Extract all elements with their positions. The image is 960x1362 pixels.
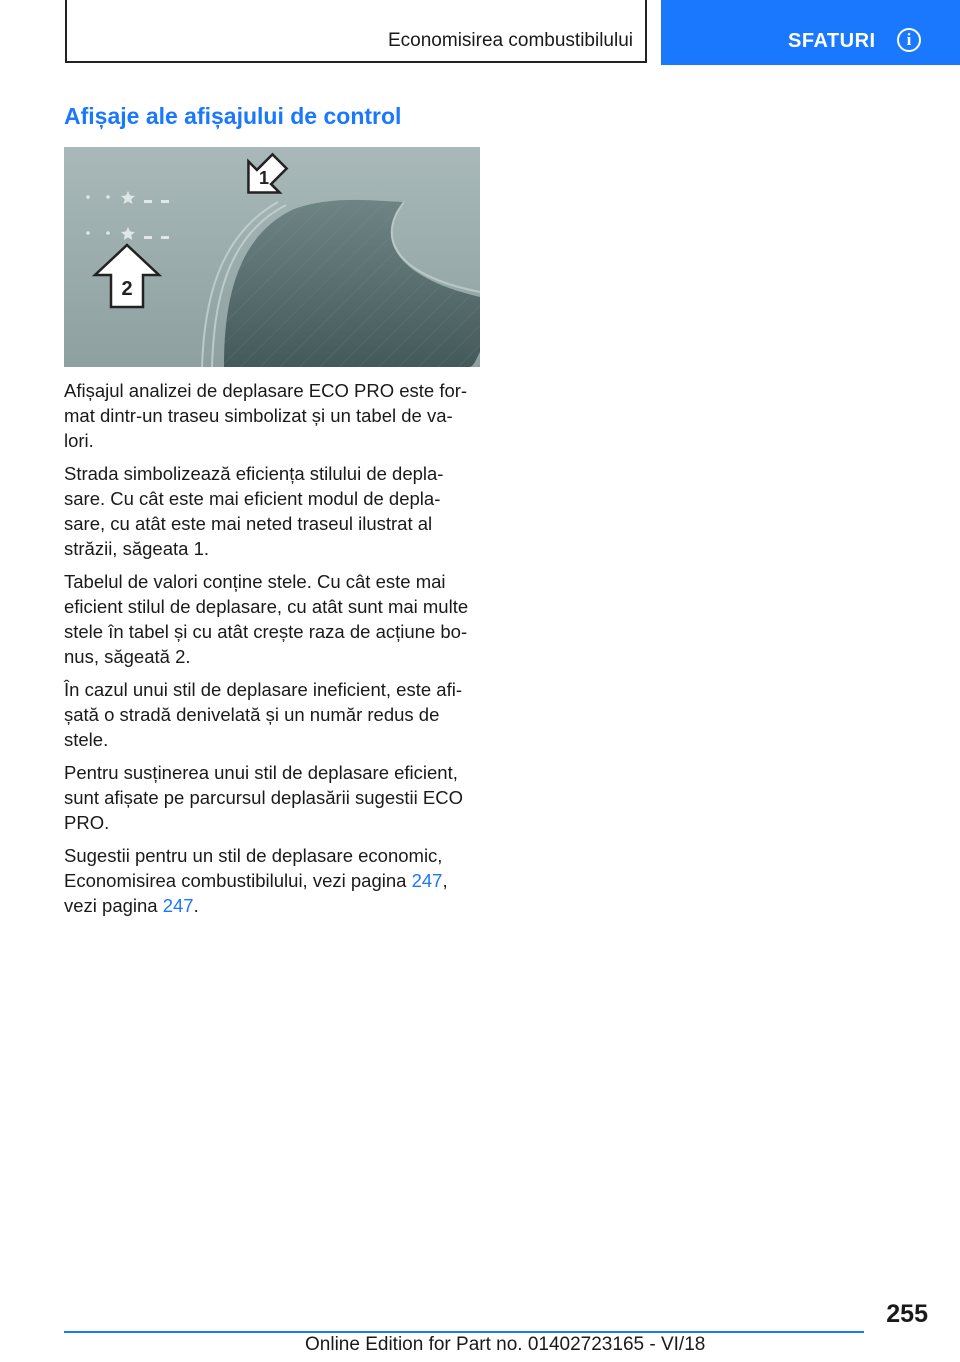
footer-rule	[64, 1331, 864, 1333]
paragraph: Tabelul de valori conține stele. Cu cât este mai eficient stilul de deplasare, cu atât sunt mai multe stele în tabel și cu atât crește raza de acțiune bo‐ nus, săgeată 2.	[64, 571, 469, 667]
body-text	[64, 378, 484, 926]
page-link-247[interactable]: 247	[162, 895, 194, 916]
header-tab-sfaturi[interactable]	[661, 0, 960, 65]
info-circle-icon[interactable]: i	[897, 28, 921, 52]
arrow-2-label: 2	[121, 278, 133, 300]
paragraph: Afișajul analizei de deplasare ECO PRO este for‐ mat dintr-un traseu simbolizat și un tabel de va‐ lori.	[64, 380, 468, 451]
paragraph: Strada simbolizează eficiența stilului de depla‐ sare. Cu cât este mai eficient modul de depla‐ sare, cu atât este mai neted traseul ilustrat al străzii, săgeata 1.	[64, 463, 444, 559]
paragraph-text: Sugestii pentru un stil de deplasare economic, Economisirea combustibilului, vezi pagina	[64, 845, 443, 891]
paragraph-with-links	[64, 843, 484, 918]
arrow-1-label: 1	[258, 168, 270, 188]
header-title: Economisirea combustibilului	[388, 30, 633, 51]
eco-pro-display-figure	[64, 147, 480, 367]
paragraph: Pentru susținerea unui stil de deplasare eficient, sunt afișate pe parcursul deplasării sugestii ECO PRO.	[64, 762, 463, 833]
page-number: 255	[886, 1300, 928, 1328]
header-tab-label: SFATURI	[788, 30, 876, 52]
header-box	[65, 0, 647, 63]
section-heading: Afișaje ale afișajului de control	[64, 103, 402, 129]
paragraph-text: .	[193, 895, 199, 916]
paragraph: În cazul unui stil de deplasare ineficient, este afi‐ șată o stradă denivelată și un număr redus de stele.	[64, 679, 462, 750]
page-link-247[interactable]: 247	[411, 870, 443, 891]
footer-edition-text: Online Edition for Part no. 01402723165 - VI/18	[305, 1334, 706, 1355]
paragraph-text: , vezi pagina	[64, 870, 448, 916]
